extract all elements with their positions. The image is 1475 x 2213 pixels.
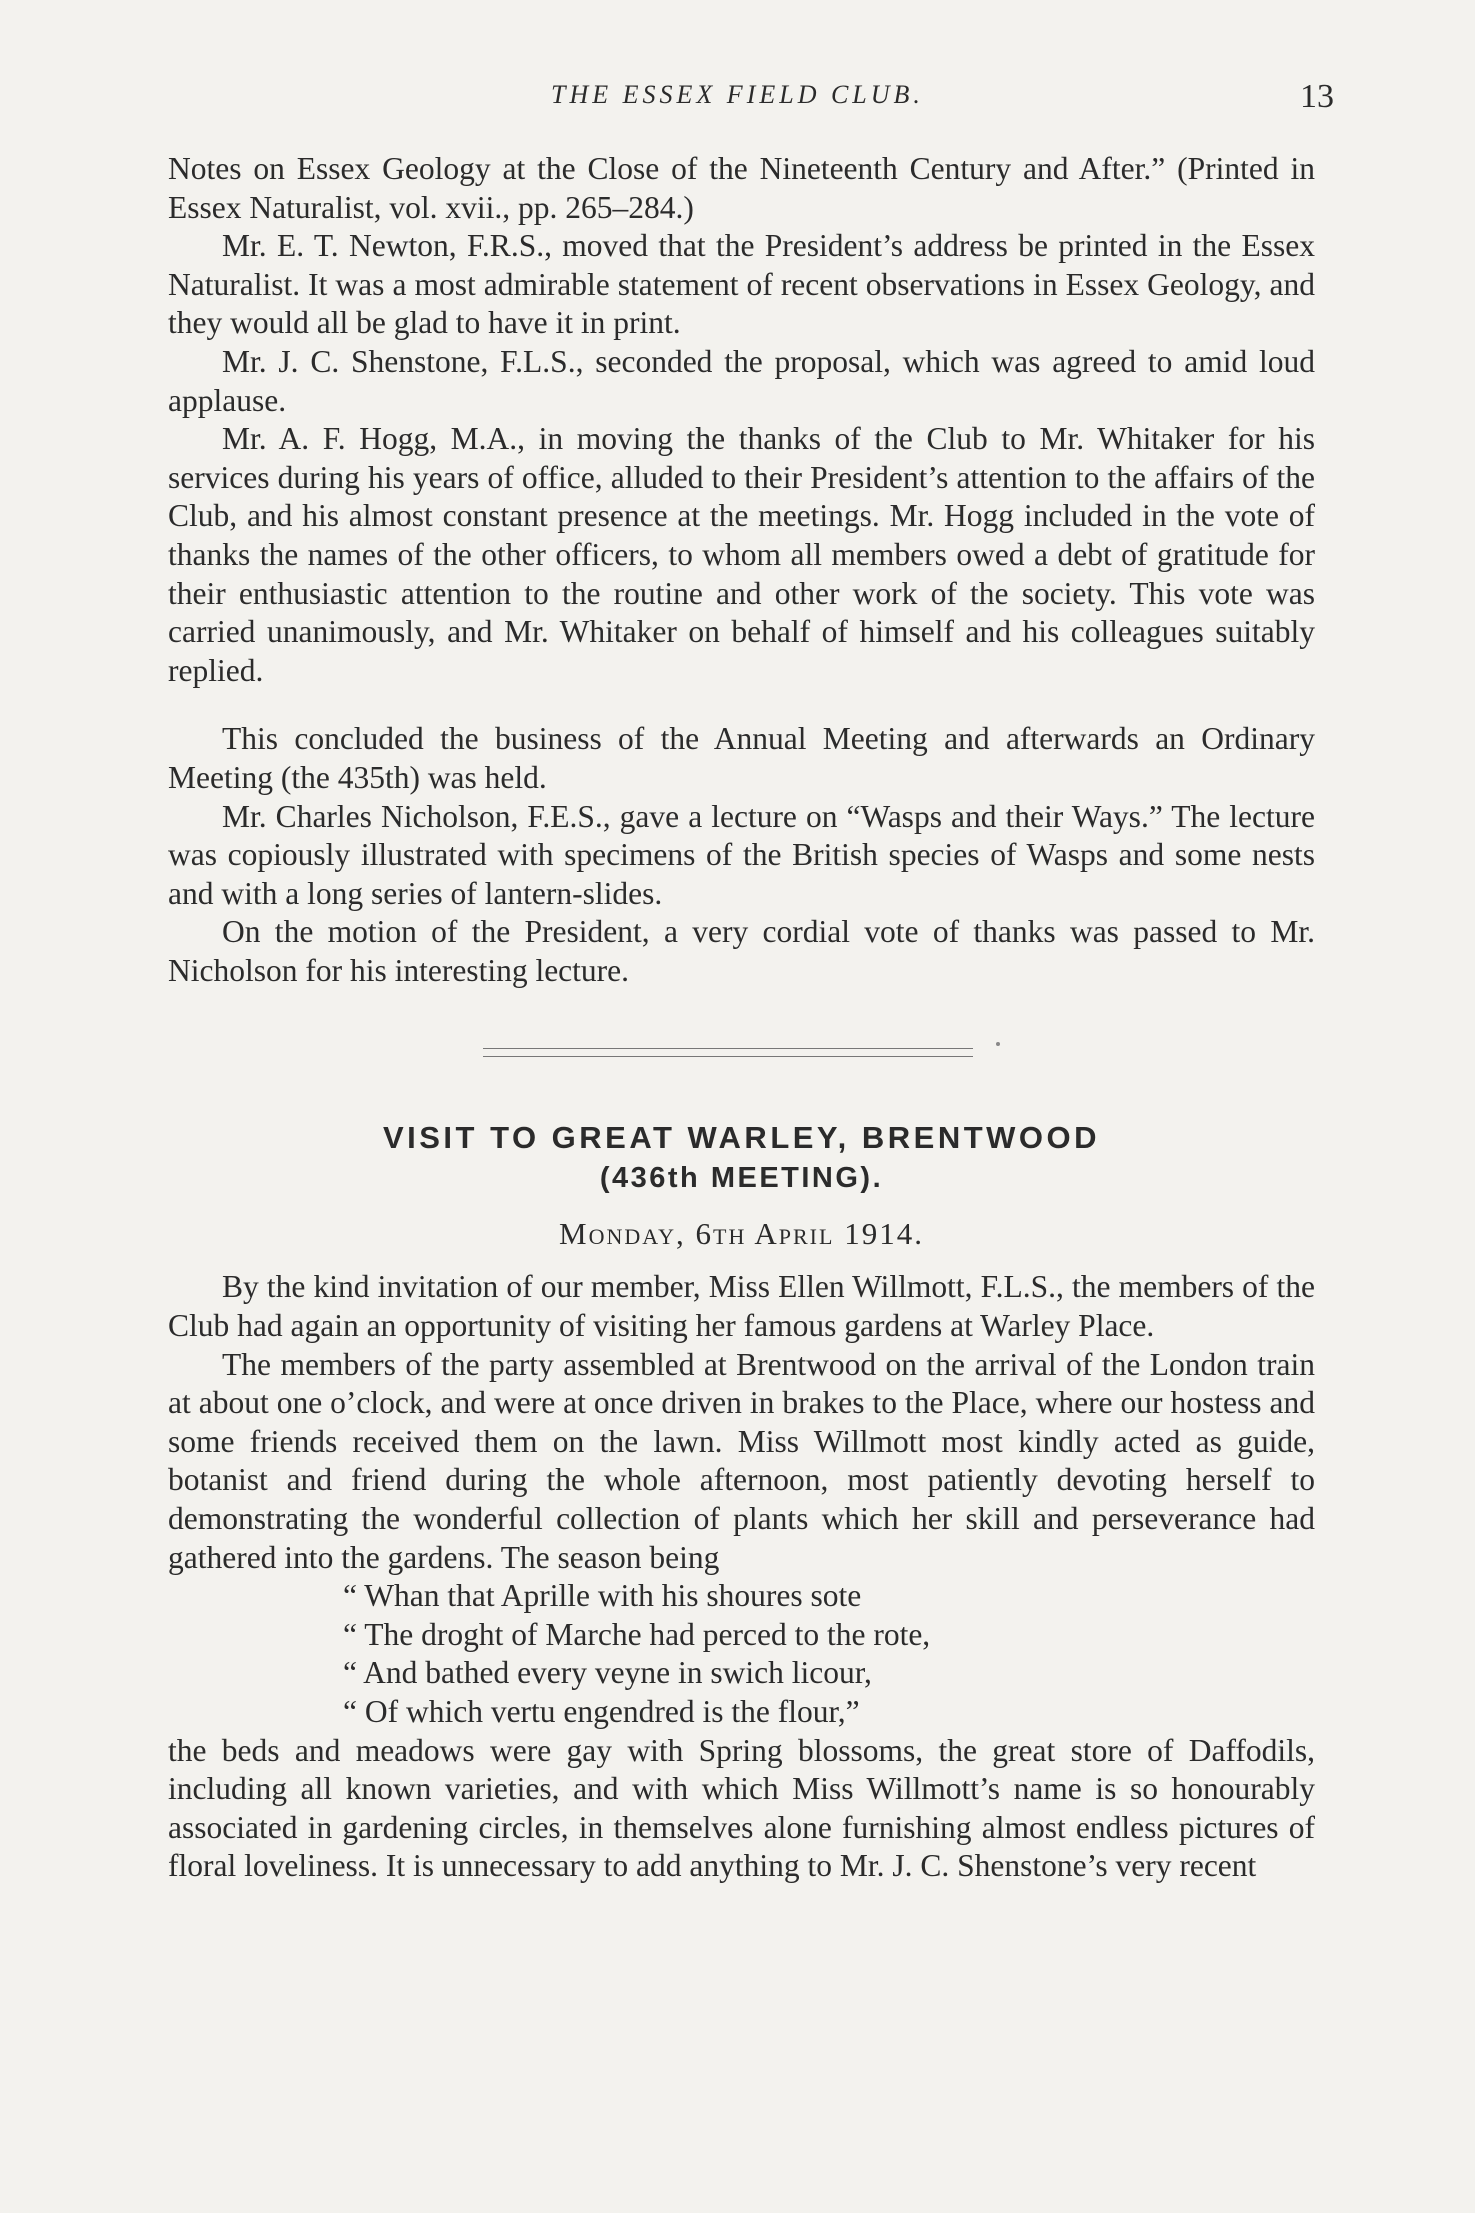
verse-line: “ Whan that Aprille with his shoures sote — [343, 1578, 862, 1614]
paragraph-invitation: By the kind invitation of our member, Miss Ellen Willmott, F.L.S., the members of the Club had again an opportunity of visiting her famous gardens at Warley Place. — [168, 1269, 1315, 1344]
text-column — [168, 150, 1315, 1886]
running-head — [0, 78, 1475, 118]
paragraph-ordinary-meeting: This concluded the business of the Annual Meeting and afterwards an Ordinary Meeting (the 435th) was held. — [168, 721, 1315, 795]
section-subtitle: (436th MEETING). — [599, 1162, 884, 1195]
verse-line: “ And bathed every veyne in swich licour, — [343, 1655, 872, 1691]
paragraph-wasps-lecture: Mr. Charles Nicholson, F.E.S., gave a lecture on “Wasps and their Ways.” The lecture was copiously illustrated with specimens of the British species of Wasps and some nests and with a long series of lantern-slides. — [168, 798, 1315, 911]
page-number: 13 — [1300, 78, 1334, 115]
double-rule — [483, 1048, 973, 1057]
paragraph-address-continuation: Notes on Essex Geology at the Close of the Nineteenth Century and After.” (Printed in Essex Naturalist, vol. xvii., pp. 265–284.) — [168, 151, 1315, 225]
verse-line: “ Of which vertu engendred is the flour,” — [343, 1694, 860, 1729]
running-head-title: THE ESSEX FIELD CLUB. — [551, 80, 924, 109]
paragraph-shenstone-seconded: Mr. J. C. Shenstone, F.L.S., seconded the proposal, which was agreed to amid loud applause. — [168, 343, 1315, 418]
paragraph-hogg-thanks: Mr. A. F. Hogg, M.A., in moving the thanks of the Club to Mr. Whitaker for his services during his years of office, alluded to their President’s attention to the affairs of the Club, and his almost constant presence at the meetings. Mr. Hogg included in the vote of thanks the names of the other officers, to whom all members owed a debt of gratitude for their enthusiastic attention to the routine and other work of the society. This vote was carried unanimously, and Mr. Whitaker on behalf of himself and his colleagues suitably replied. — [168, 421, 1315, 688]
paragraph-newton-motion: Mr. E. T. Newton, F.R.S., moved that the President’s address be printed in the Essex Naturalist. It was a most admirable statement of recent observations in Essex Geology, and they would all be glad to have it in print. — [168, 228, 1315, 341]
section-divider — [168, 990, 1315, 1088]
paragraph-beds-meadows: the beds and meadows were gay with Spring blossoms, the great store of Daffodils, including all known varieties, and with which Miss Willmott’s name is so honourably associated in gardening circles, in themselves alone furnishing almost endless pictures of floral loveliness. It is unnecessary to add anything to Mr. J. C. Shenstone’s very recent — [168, 1732, 1315, 1884]
verse-line: “ The droght of Marche had perced to the rote, — [343, 1616, 931, 1652]
paragraph-vote-of-thanks: On the motion of the President, a very cordial vote of thanks was passed to Mr. Nicholson for his interesting lecture. — [168, 914, 1315, 988]
paragraph-party-assembled: The members of the party assembled at Brentwood on the arrival of the London train at about one o’clock, and were at once driven in brakes to the Place, where our hostess and some friends received them on the lawn. Miss Willmott most kindly acted as guide, botanist and friend during the whole afternoon, most patiently devoting herself to demonstrating the wonderful collection of plants which her skill and perseverance had gathered into the gardens. The season being — [168, 1346, 1315, 1575]
paragraph-gap — [168, 690, 1315, 720]
verse-quotation — [168, 1577, 1315, 1731]
divider-dot — [996, 1042, 1000, 1046]
section-title: VISIT TO GREAT WARLEY, BRENTWOOD — [382, 1120, 1101, 1156]
section-date: Monday, 6th April 1914. — [559, 1216, 924, 1252]
